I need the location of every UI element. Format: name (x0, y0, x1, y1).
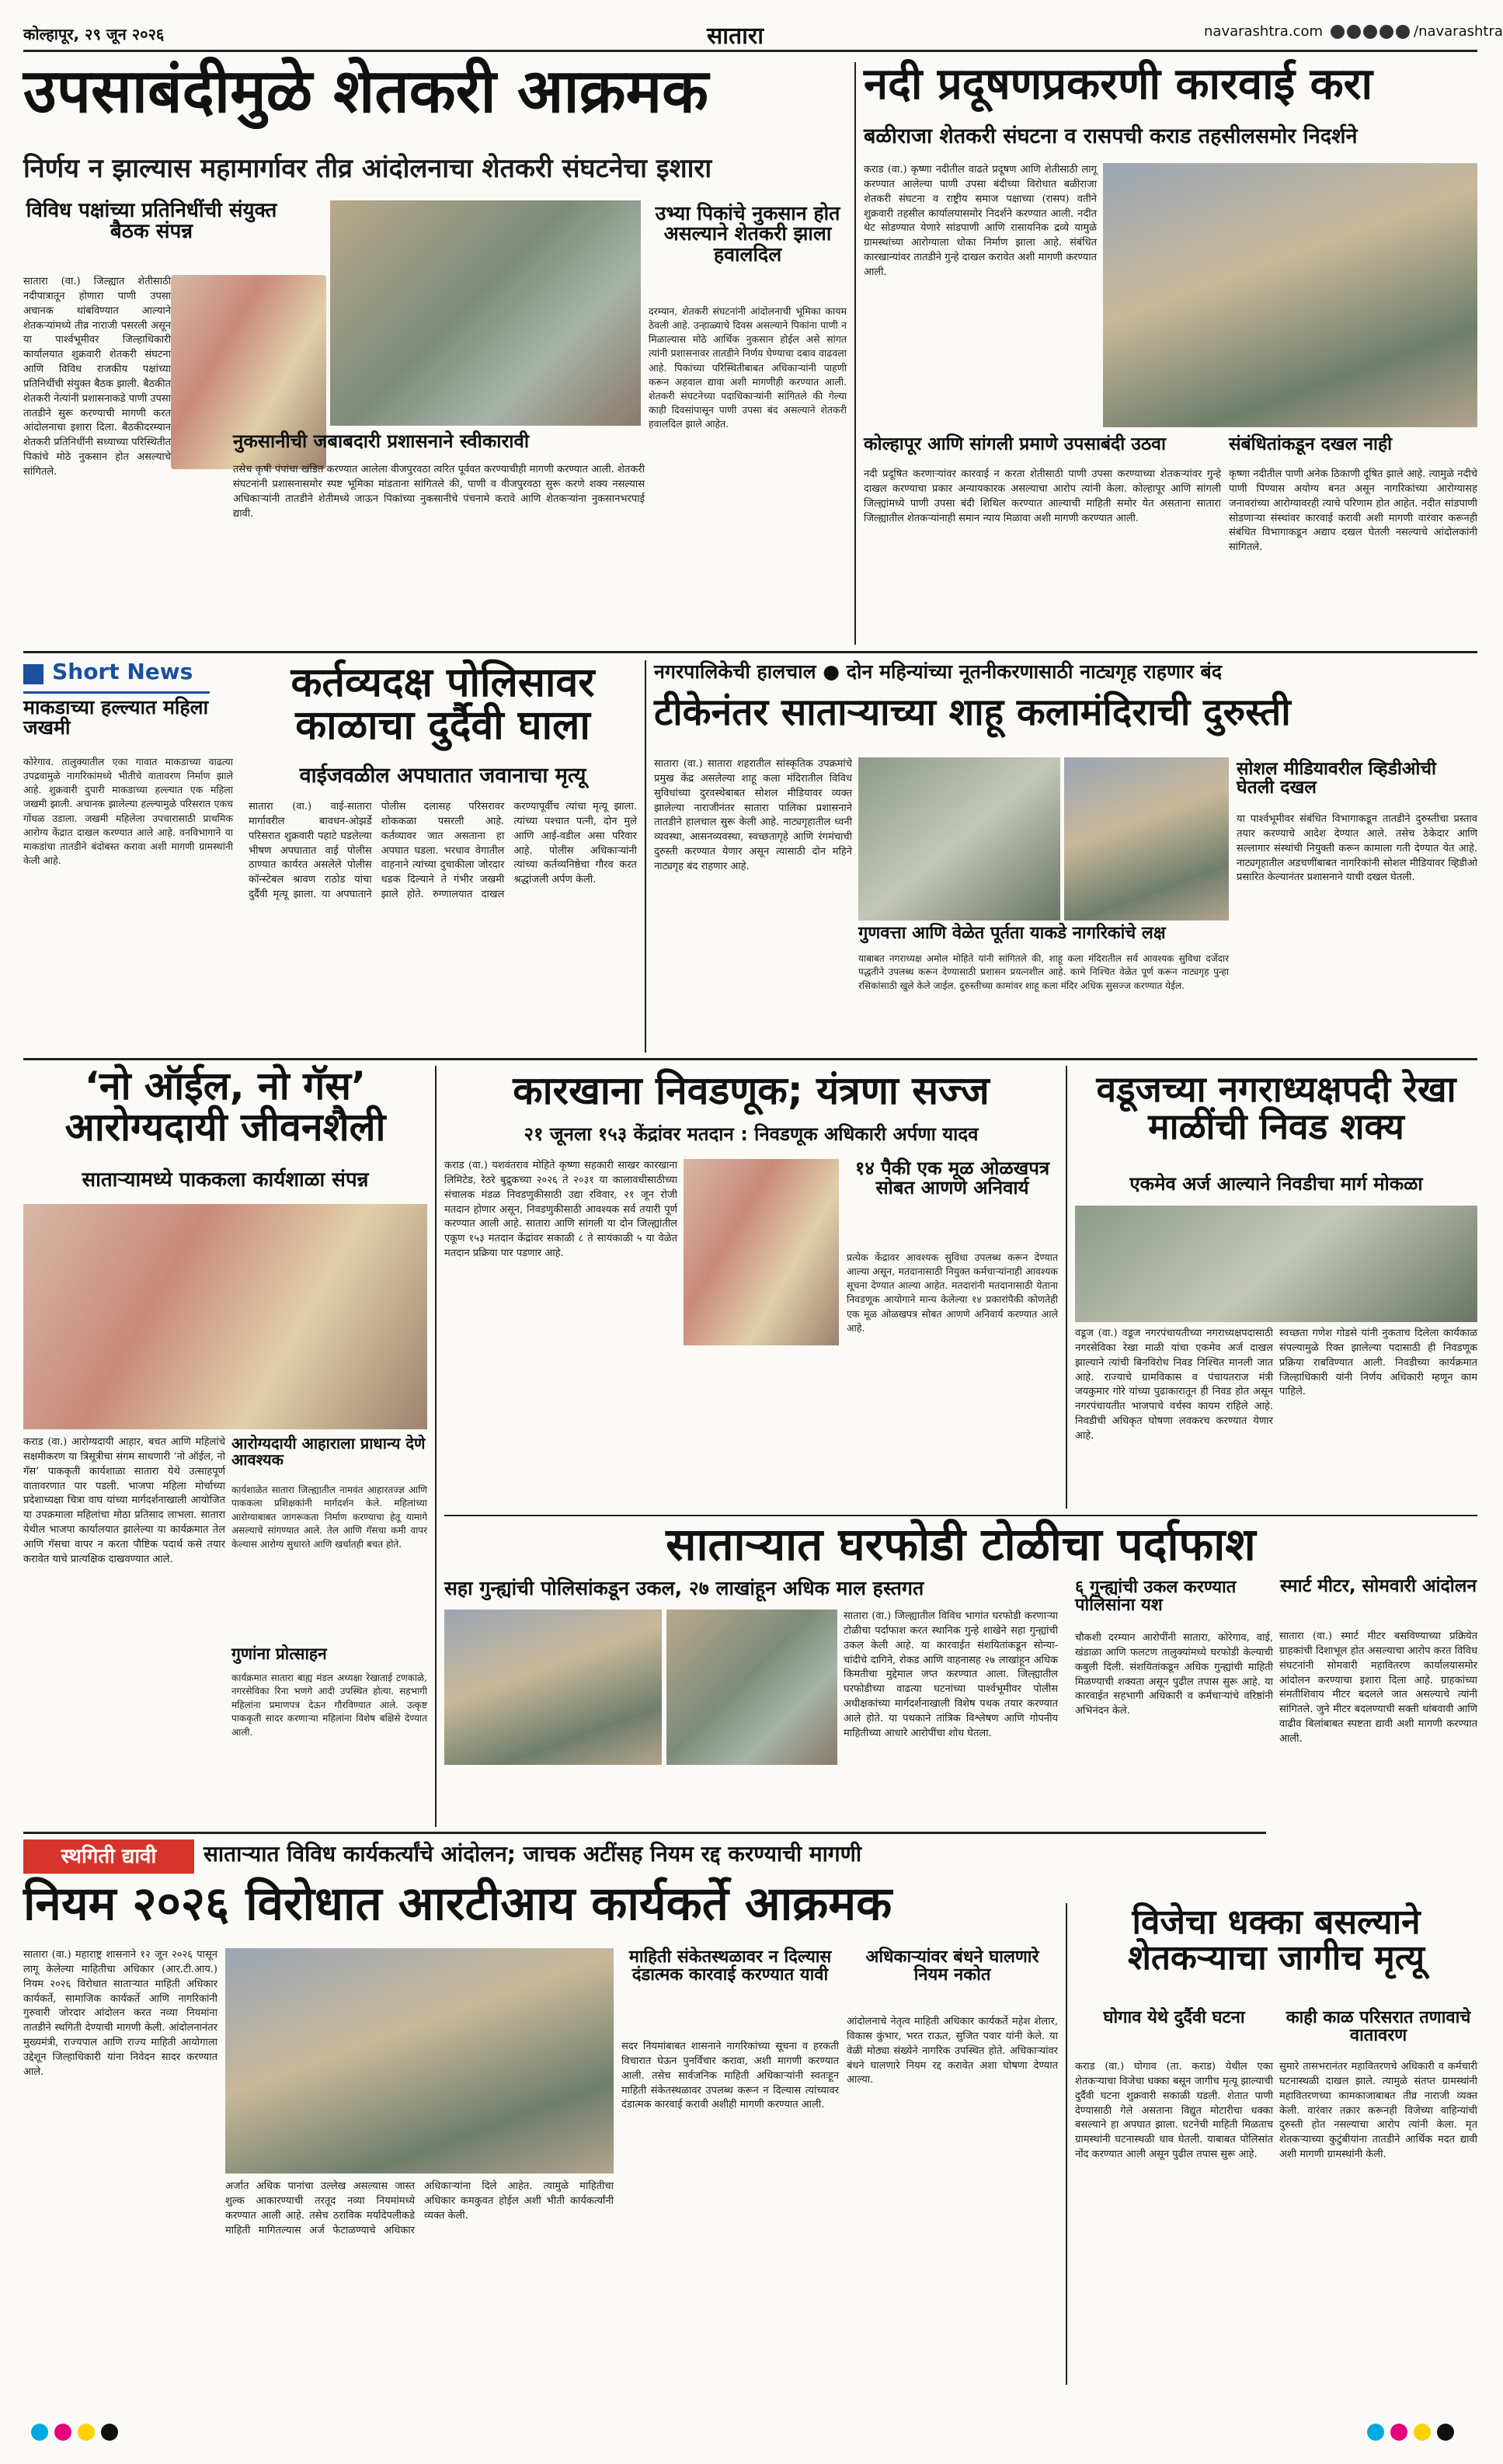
a1-side-title: विविध पक्षांच्या प्रतिनिधींची संयुक्त बैठक संपन्न (26, 199, 277, 244)
a4-side-title: सोशल मीडियावरील व्हिडीओची घेतली दखल (1237, 759, 1436, 799)
a5-box2-body: कार्यक्रमात सातारा बाह्य मंडल अध्यक्षा रेखाताई टणकाळे, नगरसेविका रिना भणगे आदी उपस्थित होत्या. सहभागी महिलांना प्रमाणपत्र देऊन गौरविण्यात आले. उत्कृष्ट पाककृती सादर करणाऱ्या महिलांना विशेष बक्षिसे देण्यात आली. (231, 1672, 427, 1738)
a4-body: सातारा (वा.) सातारा शहरातील सांस्कृतिक उपक्रमांचे प्रमुख केंद्र असलेल्या शाहू कला मंदिरातील विविध सुविधांच्या दुरवस्थेबाबत सोशल मीडियावर व्यक्त झालेल्या नाराजीनंतर सातारा पालिका प्रशासनाने तातडीने हालचाल सुरू केली आहे. नाट्यगृहातील ध्वनी व्यवस्था, आसनव्यवस्था, स्वच्छतागृहे आणि रंगमंचाची दुरुस्ती करण्यात येणार असून त्यासाठी दोन महिने नाट्यगृह बंद राहणार आहे. (654, 758, 852, 872)
a1-headline: उपसाबंदीमुळे शेतकरी आक्रमक (23, 57, 709, 127)
a6-box-body: प्रत्येक केंद्रावर आवश्यक सुविधा उपलब्ध करून देण्यात आल्या असून, मतदानासाठी नियुक्त कर्मचाऱ्यांनाही आवश्यक सूचना देण्यात आल्या आहेत. मतदारांनी मतदानासाठी येताना निवडणूक आयोगाने मान्य केलेल्या १४ प्रकारांपैकी कोणतेही एक मूळ ओळखपत्र सोबत आणणे अनिवार्य करण्यात आले आहे. (847, 1251, 1058, 1334)
instagram-icon[interactable] (1347, 25, 1361, 39)
col-rule (1066, 1903, 1067, 2385)
a8-side2-body: सातारा (वा.) स्मार्ट मीटर बसविण्याच्या प्रक्रियेत ग्राहकांची दिशाभूल होत असल्याचा आरोप करत विविध संघटनांनी सोमवारी महावितरण कार्यालयासमोर आंदोलन करण्याचा इशारा दिला आहे. ग्राहकांच्या संमतीशिवाय मीटर बदलले जात असल्याचे त्यांनी सांगितले. जुने मीटर बदलण्याची सक्ती थांबवावी आणि वाढीव बिलांबाबत स्पष्टता द्यावी अशी मागणी करण्यात आली. (1279, 1630, 1477, 1745)
section-title: सातारा (707, 23, 764, 50)
a6-subheadline: २१ जूनला १५३ केंद्रांवर मतदान : निवडणूक अधिकारी अर्पणा यादव (524, 1123, 979, 1145)
short-news-title: माकडाच्या हल्ल्यात महिला जखमी (23, 696, 209, 740)
a10-side-title: काही काळ परिसरात तणावाचे वातावरण (1286, 2008, 1471, 2046)
a9-photo (225, 1948, 614, 2173)
a10-body: कराड (वा.) घोगाव (ता. कराड) येथील एका शेतकऱ्याचा विजेचा धक्का बसून जागीच मृत्यू झाल्याची दुर्दैवी घटना शुक्रवारी सकाळी घडली. शेतात पाणी देण्यासाठी गेले असताना विद्युत मोटारीचा धक्का बसल्याने हा अपघात झाला. घटनेची माहिती मिळताच ग्रामस्थांनी घटनास्थळी धाव घेतली. याबाबत पोलिसांत नोंद करण्यात आली असून पुढील तपास सुरू आहे. (1075, 2061, 1273, 2161)
a7-extra: स्वच्छता गणेश गोडसे यांनी नुकताच दिलेला कार्यकाळ संपल्यामुळे रिक्त झालेल्या पदासाठी ही निवडणूक प्रक्रिया राबविण्यात आली. निवडीच्या कार्यक्रमात जिल्हाधिकारी यांनी निर्णय अधिकारी म्हणून काम पाहिले. (1279, 1328, 1477, 1398)
col-rule (645, 660, 646, 1053)
short-news-label-box (23, 660, 210, 694)
a9-box1-title: माहिती संकेतस्थळावर न दिल्यास दंडात्मक कारवाई करण्यात यावी (628, 1947, 832, 1985)
a9-box2-body: आंदोलनाचे नेतृत्व माहिती अधिकार कार्यकर्ते महेश शेलार, विकास कुंभार, भरत राऊत, सुजित पवार यांनी केले. या वेळी मोठ्या संख्येने नागरिक उपस्थित होते. अधिकाऱ्यांवर बंधने घालणारे नियम रद्द करावेत अशा घोषणा देण्यात आल्या. (847, 2016, 1058, 2086)
a8-body: सातारा (वा.) जिल्ह्यातील विविध भागांत घरफोडी करणाऱ्या टोळीचा पर्दाफाश करत स्थानिक गुन्हे शाखेने सहा गुन्ह्यांची उकल केली आहे. या कारवाईत संशयितांकडून सोन्या-चांदीचे दागिने, रोकड आणि वाहनासह २७ लाखांहून अधिक किमतीचा मुद्देमाल जप्त करण्यात आला. जिल्ह्यातील घरफोडीच्या वाढत्या घटनांच्या पार्श्वभूमीवर पोलीस अधीक्षकांच्या मार्गदर्शनाखाली विशेष पथक तयार करण्यात आले होते. या पथकाने तांत्रिक विश्लेषण आणि गोपनीय माहितीच्या आधारे आरोपींचा शोध घेतला. (844, 1610, 1058, 1739)
a6-box-title: १४ पैकी एक मूळ ओळखपत्र सोबत आणणे अनिवार्य (854, 1157, 1050, 1199)
a4-kicker: नगरपालिकेची हालचाल ● दोन महिन्यांच्या नूतनीकरणासाठी नाट्यगृह राहणार बंद (654, 660, 1223, 683)
a5-headline: ‘नो ऑईल, नो गॅस’ आरोग्यदायी जीवनशैली (64, 1063, 386, 1150)
a1-body: सातारा (वा.) जिल्ह्यात शेतीसाठी नदीपात्रातून होणारा पाणी उपसा अचानक थांबविण्यात आल्याने शेतकऱ्यांमध्ये तीव्र नाराजी पसरली असून या पार्श्वभूमीवर जिल्हाधिकारी कार्यालयात शुक्रवारी शेतकरी संघटना आणि विविध राजकीय पक्षांच्या प्रतिनिधींची संयुक्त बैठक झाली. बैठकीत शेतकरी नेत्यांनी प्रशासनाकडे पाणी उपसा तातडीने सुरू करण्याची मागणी करत आंदोलनाचा इशारा दिला. बैठकीदरम्यान शेतकरी प्रतिनिधींनी सध्याच्या परिस्थितीत पिकांचे मोठे नुकसान होत असल्याचे सांगितले. (23, 276, 172, 478)
a5-photo (23, 1204, 427, 1429)
a10-headline: विजेचा धक्का बसल्याने शेतकऱ्याचा जागीच मृत्यू (1127, 1902, 1425, 1979)
a9-mid-body: अर्जात अधिक पानांचा उल्लेख असल्यास जास्त शुल्क आकारण्याची तरतूद नव्या नियमांमध्ये करण्यात आली आहे. तसेच ठराविक मर्यादेपलीकडे माहिती मागितल्यास अर्ज फेटाळण्याचे अधिकार अधिकाऱ्यांना दिले आहेत. त्यामुळे माहितीचा अधिकार कमकुवत होईल अशी भीती कार्यकर्त्यांनी व्यक्त केली. (225, 2180, 614, 2236)
a2-side2-body: कृष्णा नदीतील पाणी अनेक ठिकाणी दूषित झाले आहे. त्यामुळे नदीचे पाणी पिण्यास अयोग्य बनत असून नागरिकांच्या आरोग्यासह जनावरांच्या आरोग्यावरही त्याचे परिणाम होत आहेत. नदीत सांडपाणी सोडणाऱ्या संस्थांवर कारवाई करावी अशी मागणी वारंवार करूनही संबंधित विभागाकडून अद्याप दखल घेतली नसल्याचे आंदोलकांनी सांगितले. (1229, 468, 1477, 554)
a8-side-body: चौकशी दरम्यान आरोपींनी सातारा, कोरेगाव, वाई, खंडाळा आणि फलटण तालुक्यांमध्ये घरफोडी केल्याची कबुली दिली. संशयितांकडून अधिक गुन्ह्यांची माहिती मिळण्याची शक्यता असून पुढील तपास सुरू आहे. या कारवाईत सहभागी अधिकारी व कर्मचाऱ्यांचे वरिष्ठांनी अभिनंदन केले. (1075, 1632, 1273, 1717)
registration-marks-right (1367, 2424, 1476, 2447)
a8-photo-2 (666, 1610, 837, 1765)
a7-photo (1075, 1206, 1477, 1322)
a2-photo (1103, 163, 1477, 427)
a3-headline: कर्तव्यदक्ष पोलिसावर काळाचा दुर्दैवी घाला (291, 660, 595, 749)
a6-body: कराड (वा.) यशवंतराव मोहिते कृष्णा सहकारी साखर कारखाना लिमिटेड, रेठरे बुद्रुकच्या २०२६ ते २०३१ या कालावधीसाठीच्या संचालक मंडळ निवडणुकीसाठी उद्या रविवार, २१ जून रोजी मतदान होणार असून, निवडणुकीसाठी आवश्यक सर्व तयारी पूर्ण करण्यात आली आहे. सातारा आणि सांगली या दोन जिल्ह्यांतील एकूण १५३ मतदान केंद्रांवर सकाळी ८ ते सायंकाळी ५ या वेळेत मतदान प्रक्रिया पार पडणार आहे. (444, 1160, 677, 1260)
a3-body: सातारा (वा.) वाई-सातारा मार्गावरील बावधन-ओझर्डे परिसरात शुक्रवारी पहाटे घडलेल्या भीषण अपघातात वाई पोलीस ठाण्यात कार्यरत असलेले पोलीस कॉन्स्टेबल श्रावण राठोड यांचा दुर्दैवी मृत्यू झाला. या अपघाताने पोलीस दलासह परिसरावर शोककळा पसरली आहे. कर्तव्यावर जात असताना हा अपघात घडला. भरधाव वेगातील वाहनाने त्यांच्या दुचाकीला जोरदार धडक दिल्याने ते गंभीर जखमी झाले होते. रुग्णालयात दाखल करण्यापूर्वीच त्यांचा मृत्यू झाला. त्यांच्या पश्चात पत्नी, दोन मुले आणि आई-वडील असा परिवार आहे. पोलीस अधिकाऱ्यांनी त्यांच्या कर्तव्यनिष्ठेचा गौरव करत श्रद्धांजली अर्पण केली. (249, 801, 637, 901)
a2-headline: नदी प्रदूषणप्रकरणी कारवाई करा (864, 59, 1373, 110)
social-icons (1328, 23, 1410, 39)
col-rule (854, 62, 856, 645)
short-news-icon (23, 664, 43, 684)
a10-subheadline: घोगाव येथे दुर्दैवी घटना (1103, 2008, 1245, 2027)
a5-box2-title: गुणांना प्रोत्साहन (231, 1644, 327, 1663)
section-rule (23, 1058, 1477, 1060)
a9-kicker: साताऱ्यात विविध कार्यकर्त्यांचे आंदोलन; जाचक अटींसह नियम रद्द करण्याची मागणी (204, 1841, 862, 1867)
a7-body: वडूज (वा.) वडूज नगरपंचायतीच्या नगराध्यक्षपदासाठी नगरसेविका रेखा माळी यांचा एकमेव अर्ज दाखल झाल्याने त्यांची बिनविरोध निवड निश्चित मानली जात आहे. राज्याचे ग्रामविकास व पंचायतराज मंत्री जयकुमार गोरे यांच्या पुढाकारातून ही निवड होत असून नगरपंचायतीत भाजपाचे वर्चस्व कायम राहिले आहे. निवडीची अधिकृत घोषणा लवकरच करण्यात येणार आहे. (1075, 1328, 1273, 1442)
a6-photo (684, 1159, 839, 1345)
site-name[interactable]: navarashtra.com (1204, 23, 1323, 40)
registration-marks-left (31, 2424, 186, 2447)
a9-box2-title: अधिकाऱ्यांवर बंधने घालणारे नियम नकोत (865, 1947, 1039, 1985)
a10-side-body: सुमारे तासभरानंतर महावितरणचे अधिकारी व कर्मचारी घटनास्थळी दाखल झाले. त्यामुळे संतप्त ग्रामस्थांनी महावितरणच्या कामकाजाबाबत तीव्र नाराजी व्यक्त केली. वारंवार तक्रार करूनही विजेच्या वाहिन्यांची दुरुस्ती होत नसल्याचा आरोप त्यांनी केला. मृत शेतकऱ्याच्या कुटुंबीयांना तातडीने आर्थिक मदत द्यावी अशी मागणी ग्रामस्थांनी केली. (1279, 2061, 1477, 2161)
a9-body: सातारा (वा.) महाराष्ट्र शासनाने १२ जून २०२६ पासून लागू केलेल्या माहितीचा अधिकार (आर.टी.आय.) नियम २०२६ विरोधात साताऱ्यात माहिती अधिकार कार्यकर्ते, सामाजिक कार्यकर्ते आणि नागरिकांनी गुरुवारी जोरदार आंदोलन करत नव्या नियमांना तातडीने स्थगिती देण्याची मागणी केली. आंदोलनानंतर मुख्यमंत्री, राज्यपाल आणि राज्य माहिती आयोगाला उद्देशून जिल्हाधिकारी यांना निवेदन सादर करण्यात आले. (23, 1949, 217, 2078)
youtube-icon[interactable] (1379, 25, 1393, 39)
a2-side2-title: संबंधितांकडून दखल नाही (1229, 434, 1393, 454)
a8-headline: साताऱ्यात घरफोडी टोळीचा पर्दाफाश (666, 1518, 1256, 1571)
a8-side-title: ६ गुन्ह्यांची उकल करण्यात पोलिसांना यश (1075, 1578, 1237, 1616)
short-news-label: Short News (52, 659, 193, 684)
a2-side-title: कोल्हापूर आणि सांगली प्रमाणे उपसाबंदी उठवा (864, 434, 1166, 454)
a4-caption-body: याबाबत नगराध्यक्ष अमोल मोहिते यांनी सांगितले की, शाहू कला मंदिरातील सर्व आवश्यक सुविधा दर्जेदार पद्धतीने उपलब्ध करून देण्यासाठी प्रशासन प्रयत्नशील आहे. कामे निश्चित वेळेत पूर्ण करून नाट्यगृह पुन्हा रसिकांसाठी खुले केले जाईल. दुरुस्तीच्या कामांवर शाहू कला मंदिर अधिक सुसज्ज करण्यात येईल. (858, 953, 1229, 991)
section-rule (23, 1832, 1266, 1834)
a6-headline: कारखाना निवडणूक; यंत्रणा सज्ज (513, 1068, 990, 1113)
social-handle[interactable]: /navarashtra (1414, 23, 1503, 40)
a4-photo-2 (1064, 757, 1229, 921)
x-icon[interactable] (1363, 25, 1377, 39)
short-news-body: कोरेगाव. तालुक्यातील एका गावात माकडाच्या वाढत्या उपद्रवामुळे नागरिकांमध्ये भीतीचे वातावरण निर्माण झाले आहे. शुक्रवारी दुपारी माकडाच्या हल्ल्यात एक महिला जखमी झाली. अचानक झालेल्या हल्ल्यामुळे परिसरात एकच गोंधळ उडाला. जखमी महिलेला उपचारासाठी प्राथमिक आरोग्य केंद्रात दाखल करण्यात आले आहे. वनविभागाने या माकडांचा तातडीने बंदोबस्त करावा अशी मागणी ग्रामस्थांनी केली आहे. (23, 756, 233, 866)
facebook-icon[interactable] (1331, 25, 1345, 39)
a1-photo (330, 200, 641, 426)
a1-response-body: तसेच कृषी पंपांचा खंडित करण्यात आलेला वीजपुरवठा त्वरित पूर्ववत करण्याचीही मागणी करण्यात आली. शेतकरी संघटनांनी प्रशासनासमोर स्पष्ट भूमिका मांडताना सांगितले की, पाणी व वीजपुरवठा सुरू करणे शक्य नसल्यास अधिकाऱ्यांनी तातडीने शेतीमध्ये जाऊन पिकांच्या नुकसानीचे पंचनामे करावे आणि शेतकऱ्यांना नुकसानभरपाई द्यावी. (233, 464, 645, 520)
a8-side2-title: स्मार्ट मीटर, सोमवारी आंदोलन (1279, 1576, 1477, 1596)
a2-body: कराड (वा.) कृष्णा नदीतील वाढते प्रदूषण आणि शेतीसाठी लागू करण्यात आलेल्या पाणी उपसा बंदीच्या विरोधात बळीराजा शेतकरी संघटना व राष्ट्रीय समाज पक्षाच्या (रासप) वतीने शुक्रवारी तहसील कार्यालयासमोर निदर्शने करण्यात आली. नदीत थेट सोडण्यात येणारे सांडपाणी आणि रासायनिक द्रव्ये यामुळे ग्रामस्थांच्या आरोग्याला धोका निर्माण झाला आहे. संबंधित कारखान्यांवर तातडीने गुन्हे दाखल करावेत अशी मागणी करण्यात आली. (864, 164, 1097, 278)
a3-subheadline: वाईजवळील अपघातात जवानाचा मृत्यू (299, 764, 586, 788)
a1-response-title: नुकसानीची जबाबदारी प्रशासनाने स्वीकारावी (233, 430, 530, 452)
a8-photo-1 (444, 1610, 662, 1765)
a5-body: कराड (वा.) आरोग्यदायी आहार, बचत आणि महिलांचे सक्षमीकरण या त्रिसूत्रीचा संगम साधणारी ‘नो ऑईल, नो गॅस’ पाककृती कार्यशाळा सातारा येथे उत्साहपूर्ण वातावरणात पार पडली. भाजपा महिला मोर्चाच्या प्रदेशाध्यक्षा चित्रा वाघ यांच्या मार्गदर्शनाखाली आयोजित या उपक्रमाला महिलांचा मोठा प्रतिसाद लाभला. सातारा येथील भाजपा कार्यालयात झालेल्या या कार्यक्रमात तेल आणि गॅसचा वापर न करता पौष्टिक पदार्थ कसे तयार करावेत याचे प्रात्यक्षिक दाखवण्यात आले. (23, 1436, 225, 1565)
a9-box1-body: सदर नियमांबाबत शासनाने नागरिकांच्या सूचना व हरकती विचारात घेऊन पुनर्विचार करावा, अशी मागणी करण्यात आली. तसेच सार्वजनिक माहिती अधिकाऱ्यांनी स्वतःहून माहिती संकेतस्थळावर उपलब्ध करून न दिल्यास त्यांच्यावर दंडात्मक कारवाई करावी अशीही मागणी करण्यात आली. (621, 2041, 839, 2111)
a5-box1-body: कार्यशाळेत सातारा जिल्ह्यातील नामवंत आहारतज्ज्ञ आणि पाककला प्रशिक्षकांनी मार्गदर्शन केले. महिलांच्या आरोग्याबाबत जागरूकता निर्माण करण्याचा हेतू यामागे असल्याचे सांगण्यात आले. तेल आणि गॅसचा कमी वापर केल्यास आरोग्य सुधारते आणि खर्चातही बचत होते. (231, 1484, 427, 1550)
a4-headline: टीकेनंतर साताऱ्याच्या शाहू कलामंदिराची दुरुस्ती (654, 691, 1291, 734)
a4-caption-title: गुणवत्ता आणि वेळेत पूर्तता याकडे नागरिकांचे लक्ष (858, 924, 1166, 943)
page-header (23, 17, 1503, 50)
a1-box-title: उभ्या पिकांचे नुकसान होत असल्याने शेतकरी झाला हवालदिल (655, 202, 840, 266)
a9-headline: नियम २०२६ विरोधात आरटीआय कार्यकर्ते आक्रमक (23, 1877, 892, 1931)
a8-subheadline: सहा गुन्ह्यांची पोलिसांकडून उकल, २७ लाखांहून अधिक माल हस्तगत (444, 1577, 924, 1599)
a9-tag: स्थगिती द्यावी (23, 1839, 194, 1874)
a5-subheadline: साताऱ्यामध्ये पाककला कार्यशाळा संपन्न (82, 1168, 369, 1192)
edition-date: कोल्हापूर, २९ जून २०२६ (23, 25, 165, 44)
header-rule (23, 50, 1477, 52)
col-rule (435, 1066, 437, 1827)
a2-side-body: नदी प्रदूषित करणाऱ्यांवर कारवाई न करता शेतीसाठी पाणी उपसा करण्याच्या शेतकऱ्यांवर गुन्हे दाखल करण्याचा प्रकार अन्यायकारक असल्याचा आरोप त्यांनी केला. कोल्हापूर आणि सांगली जिल्ह्यांमध्ये पाणी उपसा बंदी शिथिल करण्यात आल्याची माहिती समोर येत असताना सातारा जिल्ह्यातील शेतकऱ्यांनाही समान न्याय मिळावा अशी मागणी करण्यात आली. (864, 468, 1221, 524)
a4-side-body: या पार्श्वभूमीवर संबंधित विभागाकडून तातडीने दुरुस्तीचा प्रस्ताव तयार करण्याचे आदेश देण्यात आले. तसेच ठेकेदार आणि सल्लागार संस्थांची नियुक्ती करून कामाला गती देण्यात येत आहे. नाट्यगृहातील अडचणींबाबत नागरिकांनी सोशल मीडियावर व्हिडीओ प्रसारित केल्यानंतर प्रशासनाने याची दखल घेतली. (1237, 813, 1477, 884)
a1-box-body: दरम्यान, शेतकरी संघटनांनी आंदोलनाची भूमिका कायम ठेवली आहे. उन्हाळ्याचे दिवस असल्याने पिकांना पाणी न मिळाल्यास मोठे आर्थिक नुकसान होईल असे सांगत त्यांनी प्रशासनावर तातडीने निर्णय घेण्याचा दबाव वाढवला आहे. पिकांच्या परिस्थितीबाबत अधिकाऱ्यांनी पाहणी करून अहवाल द्यावा अशी मागणीही करण्यात आली. शेतकरी संघटनेच्या पदाधिकाऱ्यांनी सांगितले की गेल्या काही दिवसांपासून पाणी उपसा बंद असल्याने शेतकरी हवालदिल झाले आहेत. (649, 305, 847, 430)
col-rule (1066, 1066, 1067, 1509)
a7-subheadline: एकमेव अर्ज आल्याने निवडीचा मार्ग मोकळा (1129, 1173, 1423, 1195)
section-rule (444, 1515, 1477, 1516)
a7-headline: वडूजच्या नगराध्यक्षपदी रेखा माळींची निवड शक्य (1096, 1068, 1456, 1148)
a2-subheadline: बळीराजा शेतकरी संघटना व रासपची कराड तहसीलसमोर निदर्शने (864, 124, 1358, 148)
section-rule (23, 651, 1477, 653)
linkedin-icon[interactable] (1396, 25, 1410, 39)
a4-photo-1 (858, 757, 1060, 921)
a5-box1-title: आरोग्यदायी आहाराला प्राधान्य देणे आवश्यक (231, 1434, 426, 1469)
a1-subheadline: निर्णय न झाल्यास महामार्गावर तीव्र आंदोलनाचा शेतकरी संघटनेचा इशारा (23, 153, 712, 184)
